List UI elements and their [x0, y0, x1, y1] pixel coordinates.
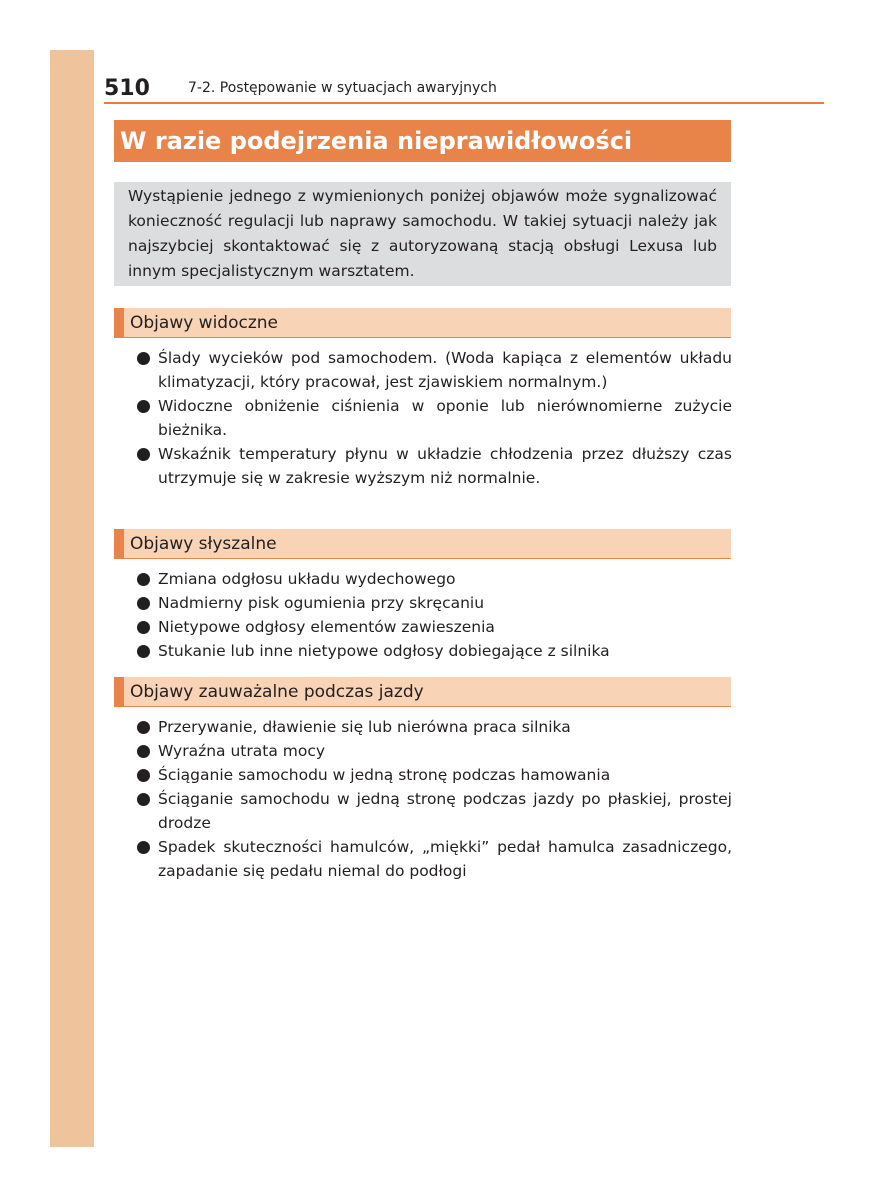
bullet-icon [137, 841, 150, 854]
side-tab-band [50, 50, 94, 1147]
list-item-text: Nietypowe odgłosy elementów zawieszenia [158, 618, 495, 636]
page-title: W razie podejrzenia nieprawidłowości [114, 120, 731, 162]
list-item-text: Zmiana odgłosu układu wydechowego [158, 570, 456, 588]
bullet-icon [137, 597, 150, 610]
bullet-icon [137, 793, 150, 806]
bullet-icon [137, 400, 150, 413]
bullet-icon [137, 721, 150, 734]
audible-symptoms-list [136, 567, 732, 663]
list-item-text: Widoczne obniżenie ciśnienia w oponie lub nierównomierne zużycie bieżnika. [158, 397, 732, 439]
bullet-icon [137, 645, 150, 658]
list-item-text: Przerywanie, dławienie się lub nierówna praca silnika [158, 718, 571, 736]
page-header [104, 74, 824, 104]
bullet-icon [137, 573, 150, 586]
list-item [136, 763, 732, 787]
list-item [136, 394, 732, 442]
list-item-text: Ściąganie samochodu w jedną stronę podczas hamowania [158, 766, 611, 784]
list-item-text: Stukanie lub inne nietypowe odgłosy dobiegające z silnika [158, 642, 610, 660]
bullet-icon [137, 621, 150, 634]
list-item [136, 615, 732, 639]
section-heading-visible-symptoms: Objawy widoczne [114, 308, 731, 338]
list-item [136, 739, 732, 763]
list-item [136, 346, 732, 394]
list-item-text: Wskaźnik temperatury płynu w układzie chłodzenia przez dłuższy czas utrzymuje się w zakresie wyższym niż normalnie. [158, 445, 732, 487]
list-item [136, 567, 732, 591]
list-item [136, 835, 732, 883]
intro-note: Wystąpienie jednego z wymienionych poniżej objawów może sygnalizować konieczność regulacji lub naprawy samochodu. W takiej sytuacji należy jak najszybciej skontaktować się z autoryzowaną stacją obsługi Lexusa lub innym specjalistycznym warsztatem. [114, 182, 731, 286]
list-item-text: Ściąganie samochodu w jedną stronę podczas jazdy po płaskiej, prostej drodze [158, 790, 732, 832]
section-heading-driving-symptoms: Objawy zauważalne podczas jazdy [114, 677, 731, 707]
visible-symptoms-list [136, 346, 732, 490]
driving-symptoms-list [136, 715, 732, 883]
chapter-label: 7-2. Postępowanie w sytuacjach awaryjnych [188, 80, 497, 96]
bullet-icon [137, 448, 150, 461]
bullet-icon [137, 769, 150, 782]
list-item-text: Wyraźna utrata mocy [158, 742, 326, 760]
page-number: 510 [104, 76, 150, 101]
bullet-icon [137, 352, 150, 365]
bullet-icon [137, 745, 150, 758]
section-heading-audible-symptoms: Objawy słyszalne [114, 529, 731, 559]
list-item [136, 639, 732, 663]
list-item-text: Ślady wycieków pod samochodem. (Woda kapiąca z elementów układu klimatyzacji, który pracował, jest zjawiskiem normalnym.) [158, 349, 732, 391]
list-item-text: Spadek skuteczności hamulców, „miękki” pedał hamulca zasadniczego, zapadanie się pedału niemal do podłogi [158, 838, 732, 880]
header-divider [104, 102, 824, 104]
list-item-text: Nadmierny pisk ogumienia przy skręcaniu [158, 594, 485, 612]
list-item [136, 715, 732, 739]
list-item [136, 591, 732, 615]
list-item [136, 442, 732, 490]
list-item [136, 787, 732, 835]
